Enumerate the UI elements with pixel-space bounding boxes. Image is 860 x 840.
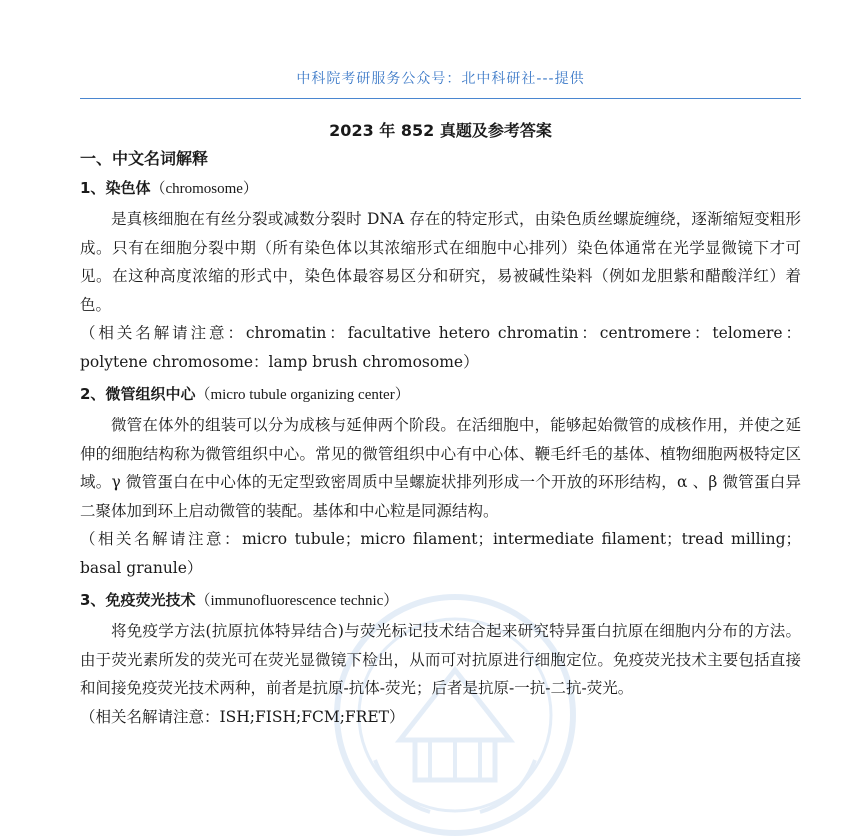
text-line: （相关名解请注意：micro tubule；micro filament；intermediate filament；tread milling；basal — [80, 530, 801, 577]
related-terms-note — [80, 525, 801, 582]
term-heading: 3、免疫荧光技术（immunofluorescence technic） — [80, 591, 399, 609]
text-line: chromosome：lamp brush chromosome） — [152, 352, 479, 371]
definition-paragraph — [80, 205, 801, 319]
header-divider — [80, 98, 801, 99]
text-line: 内分布的方法。由于荧光素所发的荧光可在荧光显微镜下检出，从而可对抗原进行细胞定位。 — [80, 622, 801, 669]
document-title: 2023 年 852 真题及参考答案 — [329, 121, 552, 140]
text-line: （相关名解请注意：chromatin：facultative hetero chromatin：centromere：telomere：polytene — [80, 324, 801, 371]
related-terms-note — [80, 703, 801, 732]
page-header: 中科院考研服务公众号：北中科研社---提供 — [296, 71, 585, 87]
entry-immunofluorescence — [80, 588, 801, 731]
text-line: （相关名解请注意：ISH;FISH;FCM;FRET） — [80, 707, 405, 726]
text-line: -一抗-二抗-荧光。 — [508, 679, 634, 697]
text-line: 通常在光学显微镜下才可见。在这种高度浓缩的形式中，染色体最容易区分和研究，易被碱 — [80, 238, 801, 285]
text-line: 是真核细胞在有丝分裂或减数分裂时 DNA 存在的特定形式，由染色质丝螺旋缠绕，逐 — [111, 210, 708, 228]
entry-chromosome — [80, 176, 801, 376]
term-heading: 1、染色体（chromosome） — [80, 179, 258, 197]
section-heading: 一、中文名词解释 — [80, 149, 209, 168]
text-line: 渐缩短变粗形成。只有在细胞分裂中期（所有染色体以其浓缩形式在细胞中心排列）染色体 — [80, 210, 801, 257]
text-line: 将免疫学方法(抗原抗体特异结合)与荧光标记技术结合起来研究特异蛋白抗原在细胞 — [111, 622, 691, 640]
term-heading: 2、微管组织中心（micro tubule organizing center） — [80, 385, 410, 403]
text-line: 基体、植物细胞两极特定区域。γ 微管蛋白在中心体的无定型致密周质中呈螺旋状排列形成 — [80, 444, 801, 491]
text-line: 用，并使之延伸的细胞结构称为微管组织中心。常见的微管组织中心有中心体、鞭毛纤毛的 — [80, 416, 801, 463]
related-terms-note — [80, 319, 801, 376]
text-line: 一个开放的环形结构，α 、β 微管蛋白异二聚体加到环上启动微管的装配。基体和中心粒是 — [80, 473, 801, 520]
definition-paragraph — [80, 411, 801, 525]
text-line: granule） — [126, 558, 203, 577]
document-body — [80, 176, 801, 737]
text-line: 同源结构。 — [421, 501, 499, 520]
text-line: 免疫荧光技术主要包括直接和间接免疫荧光技术两种，前者是抗原-抗体-荧光；后者是抗原 — [80, 650, 801, 697]
entry-mtoc — [80, 382, 801, 582]
text-line: 微管在体外的组装可以分为成核与延伸两个阶段。在活细胞中，能够起始微管的成核作 — [111, 416, 708, 434]
text-line: 性染料（例如龙胆紫和醋酸洋红）着色。 — [80, 267, 801, 314]
definition-paragraph — [80, 617, 801, 703]
